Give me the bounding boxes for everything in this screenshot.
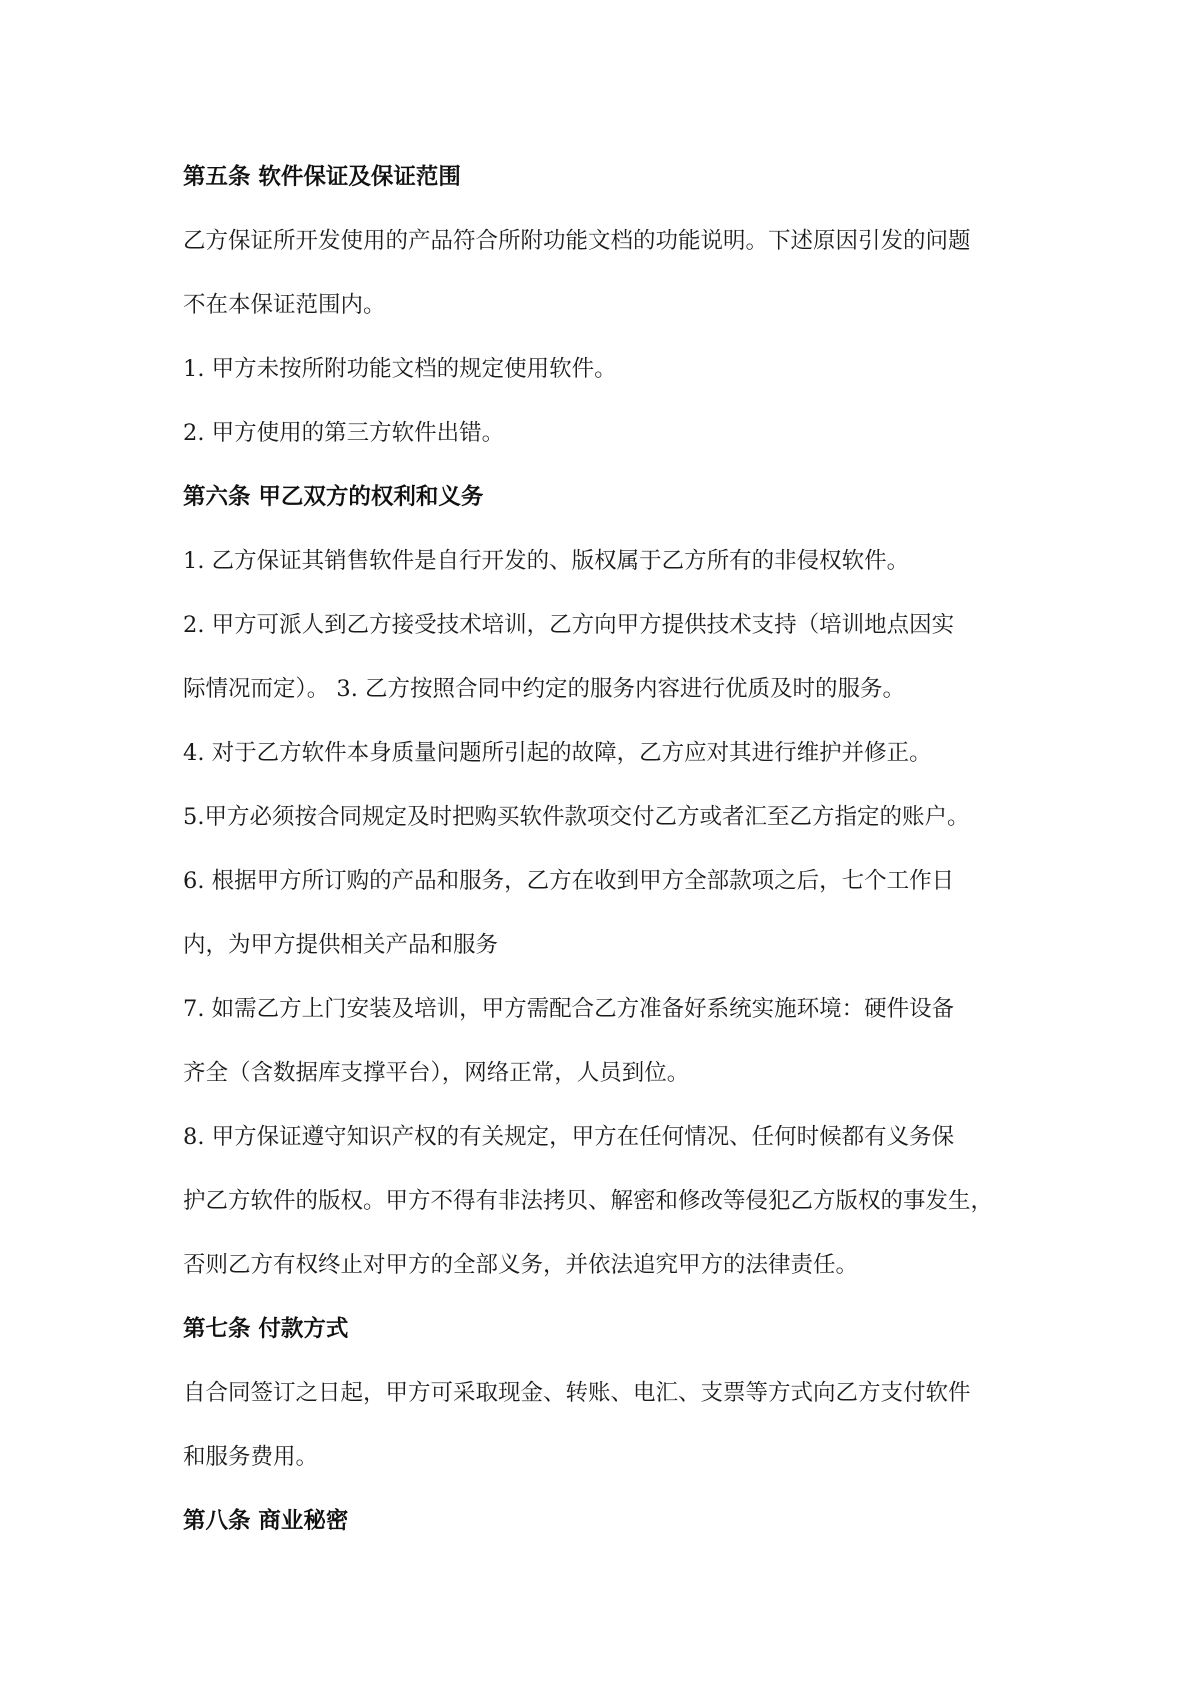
section-heading-5: 第五条 软件保证及保证范围 [183, 164, 461, 190]
list-item: 2. 甲方可派人到乙方接受技术培训，乙方向甲方提供技术支持（培训地点因实 [183, 612, 955, 638]
list-item: 2. 甲方使用的第三方软件出错。 [183, 420, 505, 446]
list-item: 1. 甲方未按所附功能文档的规定使用软件。 [183, 356, 617, 382]
list-item: 护乙方软件的版权。甲方不得有非法拷贝、解密和修改等侵犯乙方版权的事发生， [183, 1188, 994, 1214]
paragraph-line: 自合同签订之日起，甲方可采取现金、转账、电汇、支票等方式向乙方支付软件 [183, 1380, 971, 1406]
section-heading-8: 第八条 商业秘密 [183, 1508, 349, 1534]
paragraph-line: 不在本保证范围内。 [183, 292, 386, 318]
list-item: 齐全（含数据库支撑平台），网络正常，人员到位。 [183, 1060, 690, 1086]
list-item: 否则乙方有权终止对甲方的全部义务，并依法追究甲方的法律责任。 [183, 1252, 859, 1278]
list-item: 6. 根据甲方所订购的产品和服务，乙方在收到甲方全部款项之后，七个工作日 [183, 868, 955, 894]
paragraph-line: 和服务费用。 [183, 1444, 319, 1470]
paragraph-line: 乙方保证所开发使用的产品符合所附功能文档的功能说明。下述原因引发的问题 [183, 228, 971, 254]
list-item: 5.甲方必须按合同规定及时把购买软件款项交付乙方或者汇至乙方指定的账户。 [183, 804, 970, 830]
list-item: 4. 对于乙方软件本身质量问题所引起的故障，乙方应对其进行维护并修正。 [183, 740, 932, 766]
section-heading-7: 第七条 付款方式 [183, 1316, 349, 1342]
document-body [183, 145, 1033, 1553]
list-item: 1. 乙方保证其销售软件是自行开发的、版权属于乙方所有的非侵权软件。 [183, 548, 910, 574]
list-item: 际情况而定）。 3. 乙方按照合同中约定的服务内容进行优质及时的服务。 [183, 676, 906, 702]
list-item: 内，为甲方提供相关产品和服务 [183, 932, 499, 958]
section-heading-6: 第六条 甲乙双方的权利和义务 [183, 484, 484, 510]
list-item: 7. 如需乙方上门安装及培训，甲方需配合乙方准备好系统实施环境：硬件设备 [183, 996, 955, 1022]
list-item: 8. 甲方保证遵守知识产权的有关规定，甲方在任何情况、任何时候都有义务保 [183, 1124, 955, 1150]
